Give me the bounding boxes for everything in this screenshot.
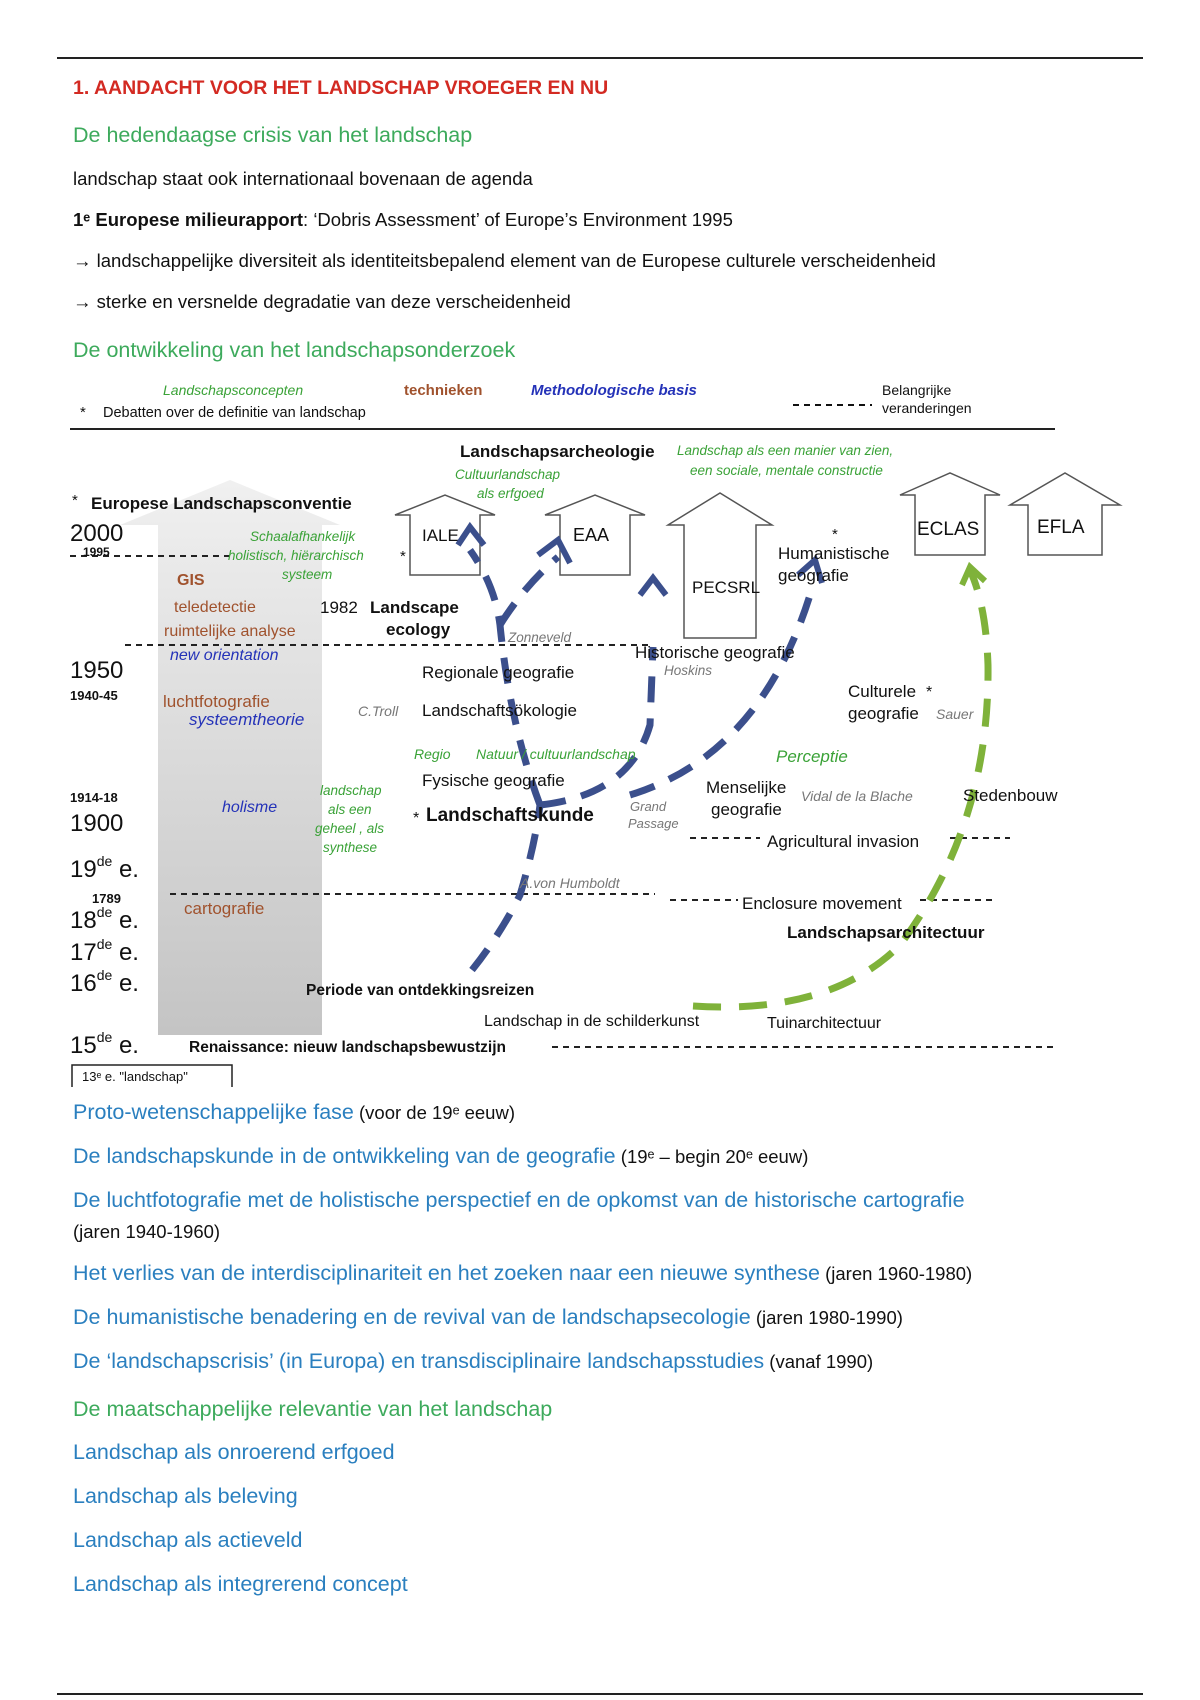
year-1940-45: 1940-45 [70,688,118,703]
label-cartografie: cartografie [184,899,265,918]
label-geheel-3: geheel , als [315,821,385,836]
century-18: 18de e. [70,904,139,934]
org-eaa: EAA [573,525,610,545]
phase-6 [73,1349,873,1374]
label-landschaftskunde: Landschaftskunde [426,805,594,826]
relevance-item-erfgoed: Landschap als onroerend erfgoed [73,1440,395,1464]
crisis-line-4: → sterke en versnelde degradatie van deze verscheidenheid [73,291,571,312]
label-archeologie: Landschapsarcheologie [460,442,655,461]
chapter-heading: 1. AANDACHT VOOR HET LANDSCHAP VROEGER EN NU [73,77,609,99]
label-geheel-1: landschap [320,783,382,798]
label-culturele-1: Culturele [848,682,917,701]
star-iale: * [400,548,406,565]
phase-2-period: (19ᵉ – begin 20ᵉ eeuw) [615,1146,809,1167]
phase-2-title: De landschapskunde in de ontwikkeling van de geografie [73,1144,616,1168]
star-elc: * [72,492,78,509]
label-cultuurland-2: als erfgoed [477,486,544,501]
star-landschaftskunde: * [413,810,420,827]
arrow-eclas [900,473,1000,555]
phase-5-period: (jaren 1980-1990) [750,1307,903,1328]
phase-4-period: (jaren 1960-1980) [819,1263,973,1284]
label-manier-2: een sociale, mentale constructie [690,463,883,478]
label-menselijke-2: geografie [711,800,782,819]
label-enclosure: Enclosure movement [742,894,902,913]
label-fysische: Fysische geografie [422,771,565,790]
report-detail: : ‘Dobris Assessment’ of Europe’s Environment 1995 [303,209,733,230]
label-zonneveld: Zonneveld [508,630,572,645]
label-elc: Europese Landschapsconventie [91,494,352,513]
label-perceptie: Perceptie [776,747,848,766]
label-historische: Historische geografie [635,643,795,662]
star-humanistische: * [832,526,838,543]
label-landscape: Landscape [370,598,459,617]
legend-method: Methodologische basis [531,382,697,399]
year-1950: 1950 [70,657,124,684]
phase-5 [73,1305,903,1330]
label-menselijke-1: Menselijke [706,778,787,797]
org-iale: IALE [422,526,459,545]
label-schaal-2: holistisch, hiërarchisch [228,548,364,563]
blue-path-eaa [500,557,558,625]
legend-changes-1: Belangrijke [882,382,952,398]
phase-1 [73,1100,515,1125]
relevance-item-integrerend: Landschap als integrerend concept [73,1572,408,1596]
bottom-rule [57,1693,1143,1695]
label-cultuurland-1: Cultuurlandschap [455,467,561,482]
org-eclas: ECLAS [917,519,980,540]
year-1900: 1900 [70,810,124,837]
landscape-research-timeline-diagram [70,375,1130,1090]
label-13e: 13ᵉ e. "landschap" [82,1069,188,1084]
century-15: 15de e. [70,1029,139,1059]
label-grand-1: Grand [630,799,667,814]
phase-4-title: Het verlies van de interdisciplinariteit en het zoeken naar een nieuwe synthese [73,1261,820,1285]
label-luchtfotografie: luchtfotografie [163,692,270,711]
label-geheel-4: synthese [323,840,378,855]
label-gis: GIS [177,572,205,589]
relevance-item-beleving: Landschap als beleving [73,1484,298,1508]
phase-1-period: (voor de 19ᵉ eeuw) [353,1102,515,1123]
phase-3: De luchtfotografie met de holistische perspectief en de opkomst van de historische cartografie [73,1188,965,1212]
label-landschapsarchitectuur: Landschapsarchitectuur [787,923,985,942]
label-regio: Regio [414,746,451,762]
label-landschaftsokologie: Landschaftsökologie [422,701,578,720]
phase-1-title: Proto-wetenschappelijke fase [73,1100,354,1124]
label-manier-1: Landschap als een manier van zien, [677,443,894,458]
century-17: 17de e. [70,936,139,966]
label-ecology: ecology [386,620,451,639]
label-hoskins: Hoskins [664,663,713,678]
legend-star: * [80,404,86,421]
label-troll: C.Troll [358,703,399,719]
top-rule [57,57,1143,59]
big-time-arrow [120,480,340,1035]
label-tuinarchitectuur: Tuinarchitectuur [767,1015,882,1032]
year-1789: 1789 [92,891,121,906]
legend-concepts: Landschapsconcepten [163,382,304,398]
label-vidal: Vidal de la Blache [801,788,913,804]
phase-3-period: (jaren 1940-1960) [73,1221,221,1242]
label-humanistische-2: geografie [778,566,849,585]
label-teledetectie: teledetectie [174,599,256,616]
label-1982: 1982 [320,598,358,617]
phase-2 [73,1144,808,1169]
year-2000: 2000 [70,520,124,547]
org-pecsrl: PECSRL [692,578,761,597]
legend-debates: Debatten over de definitie van landschap [103,405,366,421]
phase-4 [73,1261,972,1286]
label-culturele-2: geografie [848,704,919,723]
arrow-pecsrl [668,493,772,638]
label-natuur: Natuur / cultuurlandschap [476,746,636,762]
crisis-line-2 [73,209,733,231]
label-renaissance: Renaissance: nieuw landschapsbewustzijn [189,1039,506,1056]
legend-techniques: technieken [404,382,483,399]
phase-6-title: De ‘landschapscrisis’ (in Europa) en transdisciplinaire landschapsstudies [73,1349,765,1373]
label-geheel-2: als een [328,802,372,817]
report-name: 1ᵉ Europese milieurapport [73,209,304,230]
label-sauer: Sauer [936,706,974,722]
label-schilderkunst: Landschap in de schilderkunst [484,1013,700,1030]
label-stedenbouw: Stedenbouw [963,786,1058,805]
crisis-line-3: → landschappelijke diversiteit als identiteitsbepalend element van de Europese culturele verscheidenheid [73,250,936,271]
section-title-development: De ontwikkeling van het landschapsonderzoek [73,338,516,362]
label-agricultural: Agricultural invasion [767,832,920,851]
label-humanistische-1: Humanistische [778,544,890,563]
label-ruimtelijke: ruimtelijke analyse [164,623,296,640]
label-new-orientation: new orientation [170,647,279,664]
section-title-crisis: De hedendaagse crisis van het landschap [73,123,473,147]
label-holisme: holisme [222,799,278,816]
crisis-line-1: landschap staat ook internationaal bovenaan de agenda [73,168,533,189]
relevance-item-actieveld: Landschap als actieveld [73,1528,303,1552]
label-grand-2: Passage [628,816,679,831]
label-ontdekkingsreizen: Periode van ontdekkingsreizen [306,982,535,999]
star-culturele: * [926,684,933,701]
phase-6-period: (vanaf 1990) [764,1351,874,1372]
label-humboldt: A.von Humboldt [520,875,620,891]
arrow-efla [1010,473,1120,555]
label-regionale: Regionale geografie [422,663,575,682]
org-efla: EFLA [1037,517,1085,538]
year-1995: 1995 [83,545,110,559]
phase-5-title: De humanistische benadering en de revival van de landschapsecologie [73,1305,751,1329]
year-1914-18: 1914-18 [70,790,118,805]
label-schaal-3: systeem [282,567,333,582]
section-title-relevance: De maatschappelijke relevantie van het landschap [73,1397,553,1421]
legend-changes-2: veranderingen [882,400,972,416]
century-19: 19de e. [70,853,139,883]
label-systeemtheorie: systeemtheorie [189,710,305,729]
label-schaal-1: Schaalafhankelijk [250,529,356,544]
century-16: 16de e. [70,967,139,997]
blue-arrowhead-historische [640,578,666,595]
